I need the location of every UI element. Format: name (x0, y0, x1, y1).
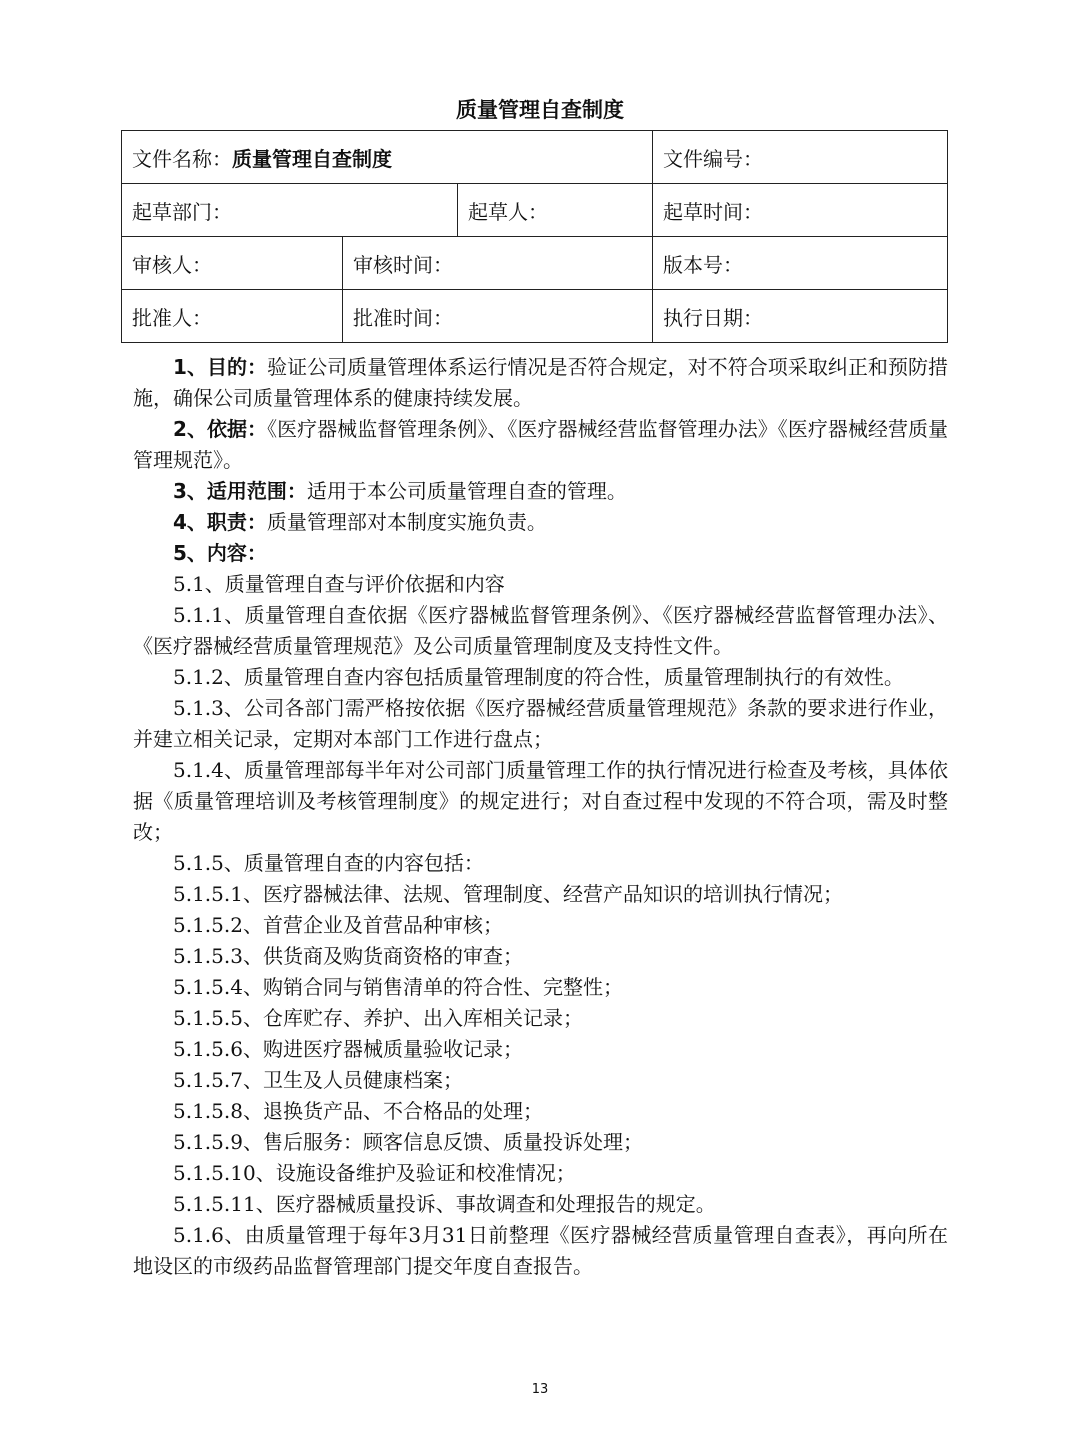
paragraph: 5.1.6、由质量管理于每年3月31日前整理《医疗器械经营质量管理自查表》，再向所在地设区的市级药品监督管理部门提交年度自查报告。 (133, 1223, 948, 1278)
paragraph: 5.1.2、质量管理自查内容包括质量管理制度的符合性，质量管理制执行的有效性。 (173, 665, 904, 689)
list-item: 5.1.5.10、设施设备维护及验证和校准情况； (173, 1161, 576, 1185)
meta-row-1 (122, 131, 948, 184)
draft-time-cell: 起草时间： (653, 184, 948, 237)
list-item: 5.1.5.11、医疗器械质量投诉、事故调查和处理报告的规定。 (173, 1192, 716, 1216)
approver-cell: 批准人： (122, 290, 343, 343)
section-heading: 4、职责： (173, 510, 267, 534)
list-item: 5.1.5.7、卫生及人员健康档案； (173, 1068, 463, 1092)
version-cell: 版本号： (653, 237, 948, 290)
list-item: 5.1.5.5、仓库贮存、养护、出入库相关记录； (173, 1006, 583, 1030)
meta-row-4 (122, 290, 948, 343)
draft-dept-cell: 起草部门： (122, 184, 458, 237)
reviewer-cell: 审核人： (122, 237, 343, 290)
paragraph: 5.1.1、质量管理自查依据《医疗器械监督管理条例》、《医疗器械经营监督管理办法》、《医疗器械经营质量管理规范》及公司质量管理制度及支持性文件。 (133, 603, 948, 658)
section-heading: 5、内容： (173, 541, 267, 565)
section-basis (133, 414, 948, 476)
list-item: 5.1.5.6、购进医疗器械质量验收记录； (173, 1037, 523, 1061)
file-name-cell (122, 131, 653, 184)
section-purpose (133, 352, 948, 414)
approve-time-cell: 批准时间： (343, 290, 653, 343)
drafter-cell: 起草人： (458, 184, 653, 237)
exec-date-cell: 执行日期： (653, 290, 948, 343)
list-item: 5.1.5.2、首营企业及首营品种审核； (173, 913, 503, 937)
section-text: 质量管理部对本制度实施负责。 (266, 510, 547, 534)
file-name-value: 质量管理自查制度 (232, 146, 392, 171)
document-meta-table (121, 130, 948, 343)
section-responsibility (133, 507, 948, 538)
section-heading: 3、适用范围： (173, 479, 307, 503)
paragraph: 5.1.4、质量管理部每半年对公司部门质量管理工作的执行情况进行检查及考核，具体依据《质量管理培训及考核管理制度》的规定进行；对自查过程中发现的不符合项，需及时整改； (133, 758, 948, 844)
section-heading: 2、依据： (173, 417, 268, 441)
paragraph: 5.1、质量管理自查与评价依据和内容 (173, 572, 505, 596)
list-item: 5.1.5.9、售后服务：顾客信息反馈、质量投诉处理； (173, 1130, 643, 1154)
list-item: 5.1.5.4、购销合同与销售清单的符合性、完整性； (173, 975, 623, 999)
section-heading: 1、目的： (173, 355, 268, 379)
document-title: 质量管理自查制度 (456, 98, 624, 122)
file-no-cell: 文件编号： (653, 131, 948, 184)
list-item: 5.1.5.3、供货商及购货商资格的审查； (173, 944, 523, 968)
list-item: 5.1.5.8、退换货产品、不合格品的处理； (173, 1099, 543, 1123)
meta-row-3 (122, 237, 948, 290)
section-scope (133, 476, 948, 507)
section-text: 验证公司质量管理体系运行情况是否符合规定，对不符合项采取纠正和预防措施，确保公司质量管理体系的健康持续发展。 (133, 355, 948, 410)
page-number: 13 (531, 1382, 549, 1397)
paragraph: 5.1.3、公司各部门需严格按依据《医疗器械经营质量管理规范》条款的要求进行作业，并建立相关记录，定期对本部门工作进行盘点； (133, 696, 948, 751)
review-time-cell: 审核时间： (343, 237, 653, 290)
paragraph: 5.1.5、质量管理自查的内容包括： (173, 851, 484, 875)
section-text: 《医疗器械监督管理条例》、《医疗器械经营监督管理办法》《医疗器械经营质量管理规范》。 (133, 417, 949, 472)
file-name-label: 文件名称： (132, 146, 232, 171)
meta-row-2 (122, 184, 948, 237)
section-text: 适用于本公司质量管理自查的管理。 (306, 479, 627, 503)
list-item: 5.1.5.1、医疗器械法律、法规、管理制度、经营产品知识的培训执行情况； (173, 882, 843, 906)
section-content (133, 538, 948, 569)
document-body (133, 352, 948, 1282)
